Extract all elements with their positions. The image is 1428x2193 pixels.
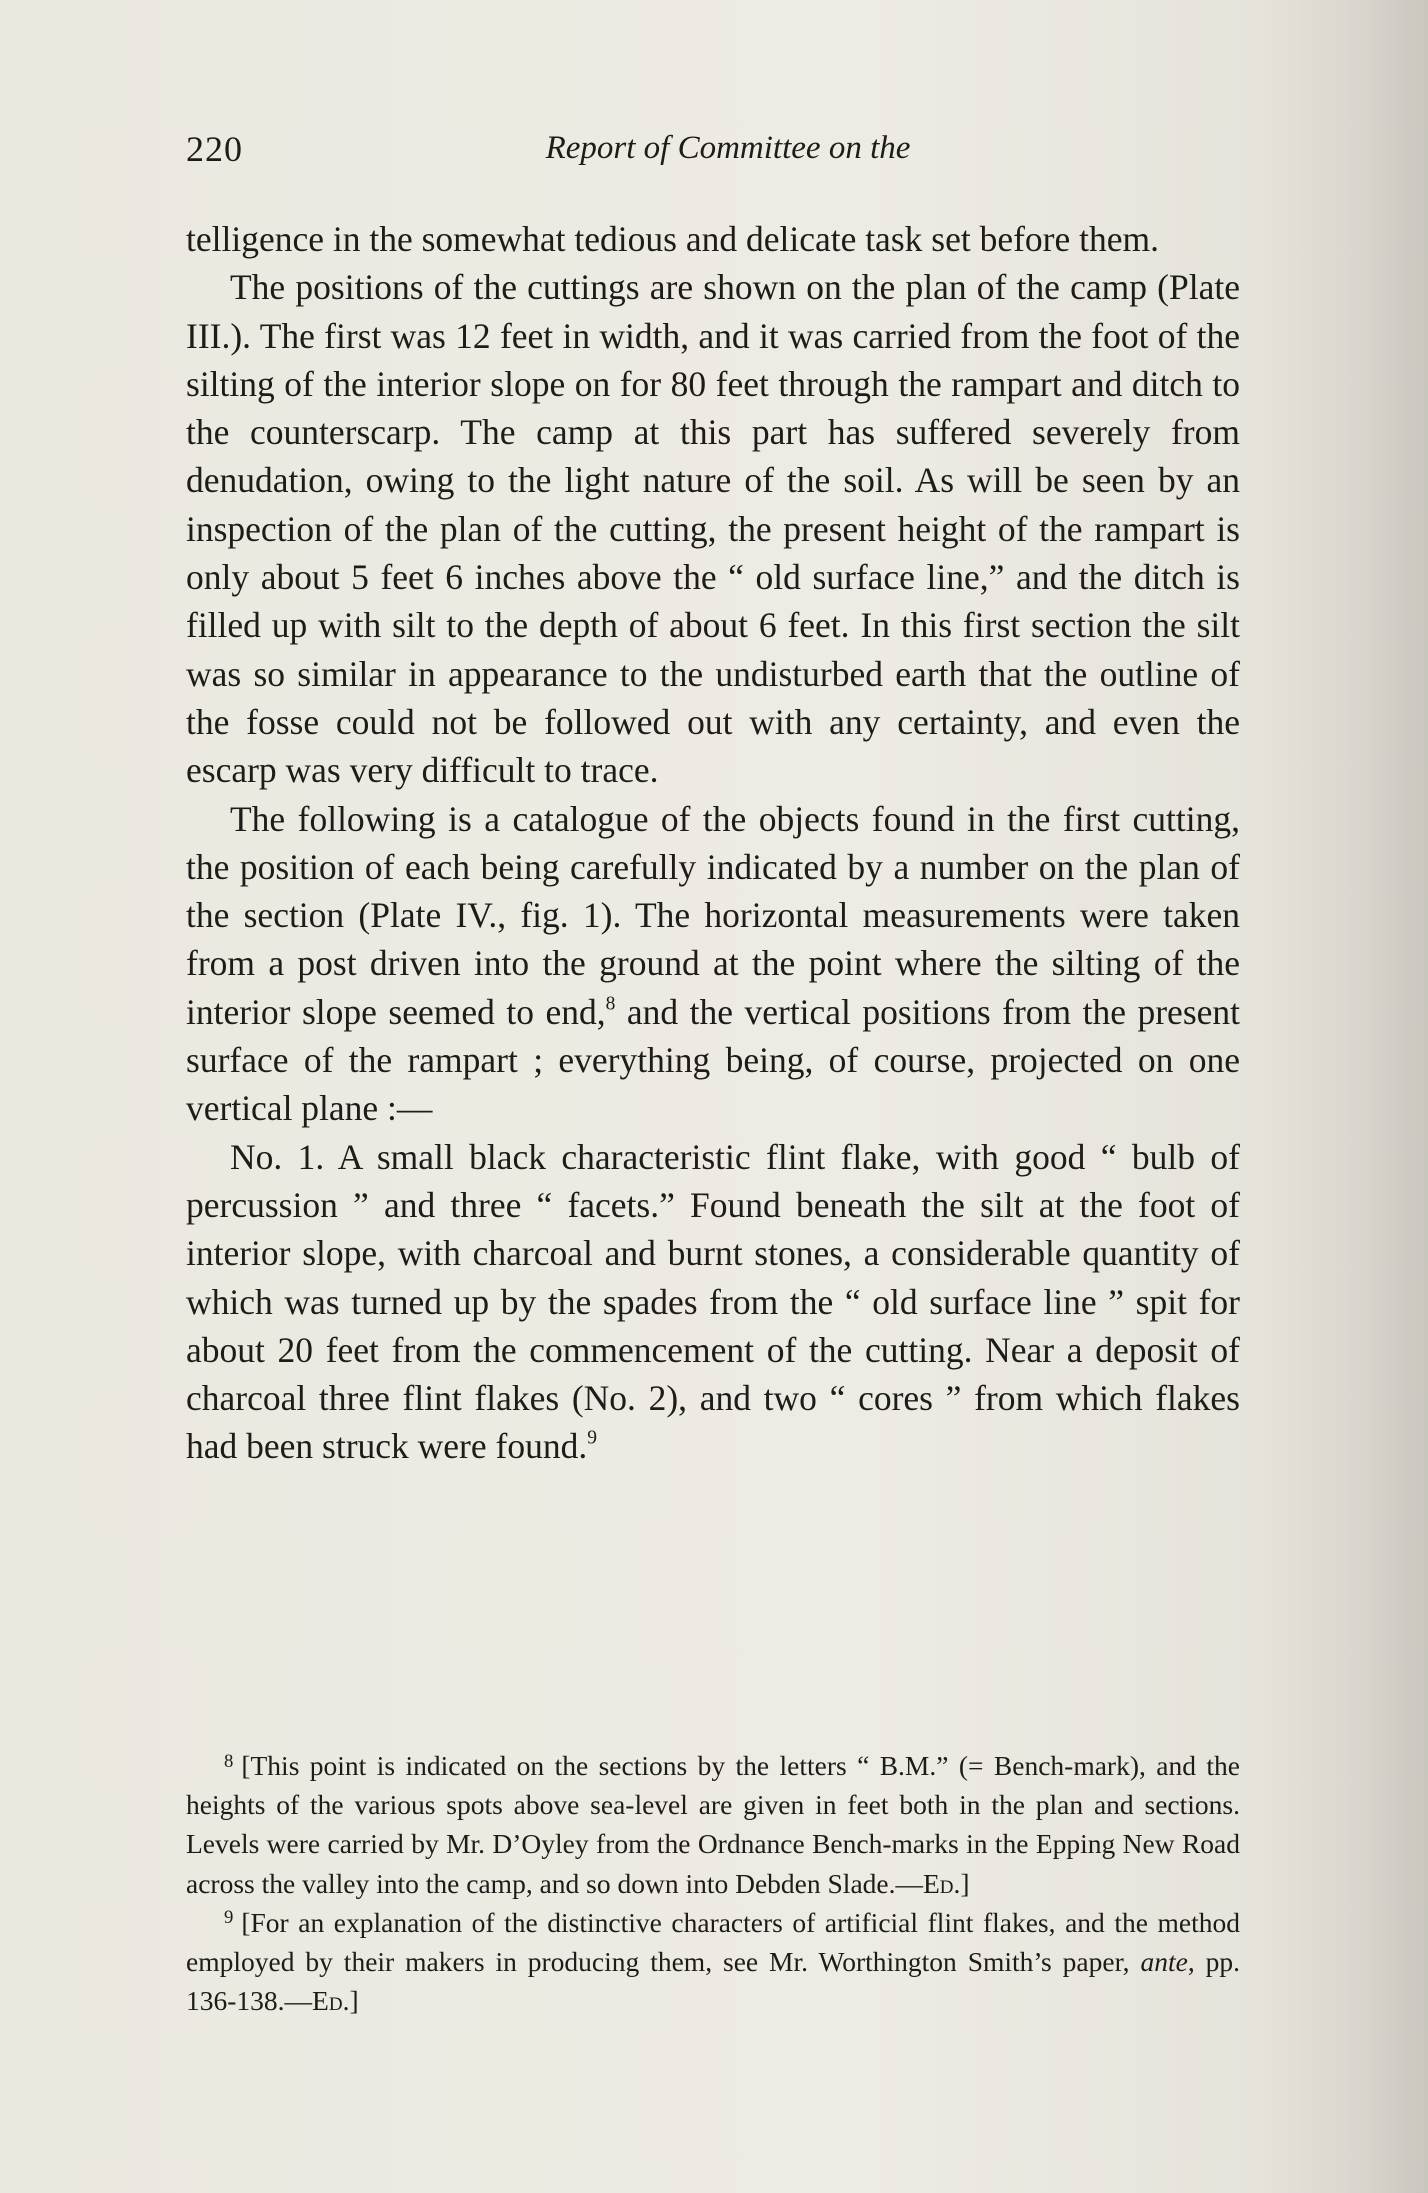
- paragraph-catalogue: [186, 795, 1240, 1133]
- footnote-9-text-a: [For an explanation of the distinctive characters of artificial flint flakes, and the method employed by their makers in producing them, see Mr. Worthington Smith’s paper,: [186, 1906, 1240, 1978]
- page-number: 220: [186, 129, 243, 169]
- paragraph-item-no1-text: No. 1. A small black characteristic flint flake, with good “ bulb of percussion ” and three “ facets.” Found beneath the silt at the foot of interior slope, with charcoal and burnt stones, a considerable quantity of which was turned up by the spades from the “ old surface line ” spit for about 20 feet from the commencement of the cutting. Near a deposit of charcoal three flint flakes (No. 2), and two “ cores ” from which flakes had been struck were found.: [186, 1136, 1240, 1467]
- footnote-9-marker: 9: [224, 1907, 234, 1929]
- paragraph-item-no1: [186, 1133, 1240, 1471]
- footnote-ref-9: 9: [587, 1427, 597, 1449]
- footnote-9-ante: ante: [1140, 1946, 1188, 1978]
- footnote-9: [186, 1903, 1240, 2021]
- footnote-9-editor: Ed.: [312, 1985, 350, 2017]
- running-title: Report of Committee on the: [545, 130, 911, 166]
- footnotes: [186, 1746, 1240, 2020]
- footnote-8: [186, 1746, 1240, 1903]
- footnote-9-text-b: , pp. 136-138.—: [186, 1946, 1241, 2017]
- footnote-8-text: [This point is indicated on the sections by the letters “ B.M.” (= Bench-mark), and the heights of the various spots above sea-level are given in feet both in the plan and sections. Levels were carried by Mr. D’Oyley from the Ordnance Bench-marks in the Epping New Road across the valley into the camp, and so down into Debden Slade.—: [186, 1750, 1240, 1899]
- paragraph-catalogue-text-a: The following is a catalogue of the objects found in the first cutting, the position of each being carefully indicated by a number on the plan of the section (Plate IV., fig. 1). The horizontal measurements were taken from a post driven into the ground at the point where the silting of the interior slope seemed to end,: [186, 798, 1240, 1032]
- footnote-8-editor: Ed.: [922, 1867, 961, 1899]
- paragraph-continuation: telligence in the somewhat tedious and delicate task set before them.: [186, 219, 1159, 259]
- paragraph-catalogue-text-b: and the vertical positions from the present surface of the rampart ; everything being, of course, projected on one vertical plane :—: [186, 991, 1241, 1129]
- page-header: [186, 128, 1240, 178]
- footnote-9-close: ]: [349, 1985, 359, 2017]
- footnote-ref-8: 8: [605, 993, 616, 1015]
- body-text: [186, 215, 1240, 1471]
- paragraph-cuttings: The positions of the cuttings are shown on the plan of the camp (Plate III.). The first was 12 feet in width, and it was carried from the foot of the silting of the interior slope on for 80 feet through the rampart and ditch to the counterscarp. The camp at this part has suffered severely from denudation, owing to the light nature of the soil. As will be seen by an inspection of the plan of the cutting, the present height of the rampart is only about 5 feet 6 inches above the “ old surface line,” and the ditch is filled up with silt to the depth of about 6 feet. In this first section the silt was so similar in appearance to the undisturbed earth that the outline of the fosse could not be followed out with any certainty, and even the escarp was very difficult to trace.: [186, 267, 1240, 791]
- footnote-8-close: ]: [960, 1867, 970, 1899]
- footnote-8-marker: 8: [224, 1750, 234, 1772]
